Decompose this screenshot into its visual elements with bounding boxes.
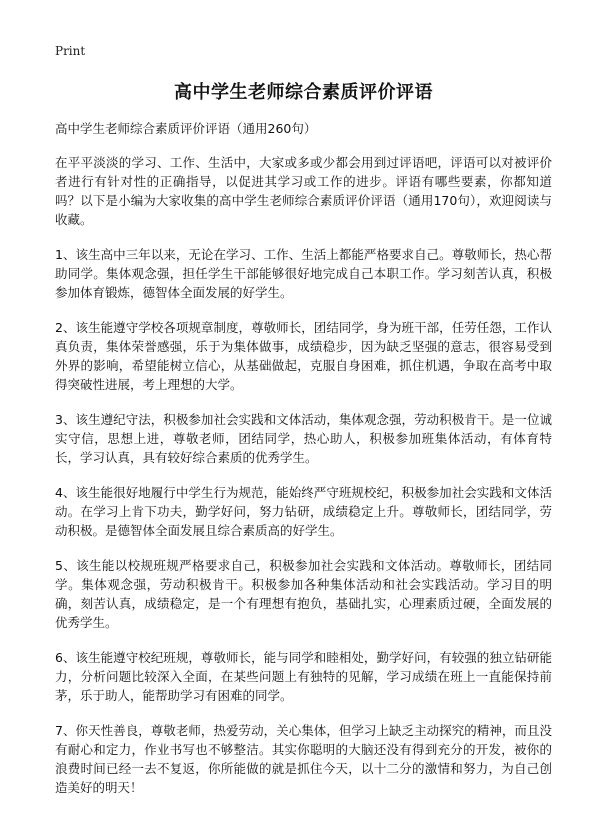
- intro-paragraph: 在平平淡淡的学习、工作、生活中，大家或多或少都会用到过评语吧，评语可以对被评价者进行有针对性的正确指导，以促进其学习或工作的进步。评语有哪些要素，你都知道吗？以下是小编为大家收集的高中学生老师综合素质评价评语（通用170句），欢迎阅读与收藏。: [55, 155, 552, 227]
- comment-item-6: 6、该生能遵守校纪班规，尊敬师长，能与同学和睦相处，勤学好问，有较强的独立钻研能力，分析问题比较深入全面，在某些问题上有独特的见解，学习成绩在班上一直能保持前茅，乐于助人，能帮助学习有困难的同学。: [55, 650, 552, 703]
- page-title: 高中学生老师综合素质评价评语: [174, 82, 433, 103]
- comment-item-4: 4、该生能很好地履行中学生行为规范，能始终严守班规校纪，积极参加社会实践和文体活动。在学习上肯下功夫，勤学好问，努力钻研，成绩稳定上升。尊敬师长，团结同学，劳动积极。是德智体全面发展且综合素质高的好学生。: [55, 485, 552, 538]
- document-body: [55, 80, 552, 797]
- comment-item-3: 3、该生遵纪守法，积极参加社会实践和文体活动，集体观念强，劳动积极肯干。是一位诚实守信，思想上进，尊敬老师，团结同学，热心助人，积极参加班集体活动，有体育特长，学习认真，具有较好综合素质的优秀学生。: [55, 412, 552, 465]
- comment-item-2: 2、该生能遵守学校各项规章制度，尊敬师长，团结同学，身为班干部，任劳任怨，工作认真负责，集体荣誉感强，乐于为集体做事，成绩稳步，因为缺乏坚强的意志，很容易受到外界的影响，希望能树立信心，从基础做起，克服自身困难，抓住机遇，争取在高考中取得突破性进展，考上理想的大学。: [55, 320, 552, 392]
- document-subtitle: 高中学生老师综合素质评价评语（通用260句）: [55, 121, 317, 136]
- comment-item-7: 7、你天性善良，尊敬老师，热爱劳动，关心集体，但学习上缺乏主动探究的精神，而且没有耐心和定力，作业书写也不够整洁。其实你聪明的大脑还没有得到充分的开发，被你的浪费时间已经一去不复返，你所能做的就是抓住今天，以十二分的激情和努力，为自己创造美好的明天！: [55, 723, 552, 795]
- comment-item-5: 5、该生能以校规班规严格要求自己，积极参加社会实践和文体活动。尊敬师长，团结同学。集体观念强，劳动积极肯干。积极参加各种集体活动和社会实践活动。学习目的明确，刻苦认真，成绩稳定，是一个有理想有抱负，基础扎实，心理素质过硬，全面发展的优秀学生。: [55, 558, 552, 630]
- comment-item-1: 1、该生高中三年以来，无论在学习、工作、生活上都能严格要求自己。尊敬师长，热心帮助同学。集体观念强，担任学生干部能够很好地完成自己本职工作。学习刻苦认真，积极参加体育锻炼，德智体全面发展的好学生。: [55, 247, 552, 300]
- print-link[interactable]: Print: [55, 44, 86, 58]
